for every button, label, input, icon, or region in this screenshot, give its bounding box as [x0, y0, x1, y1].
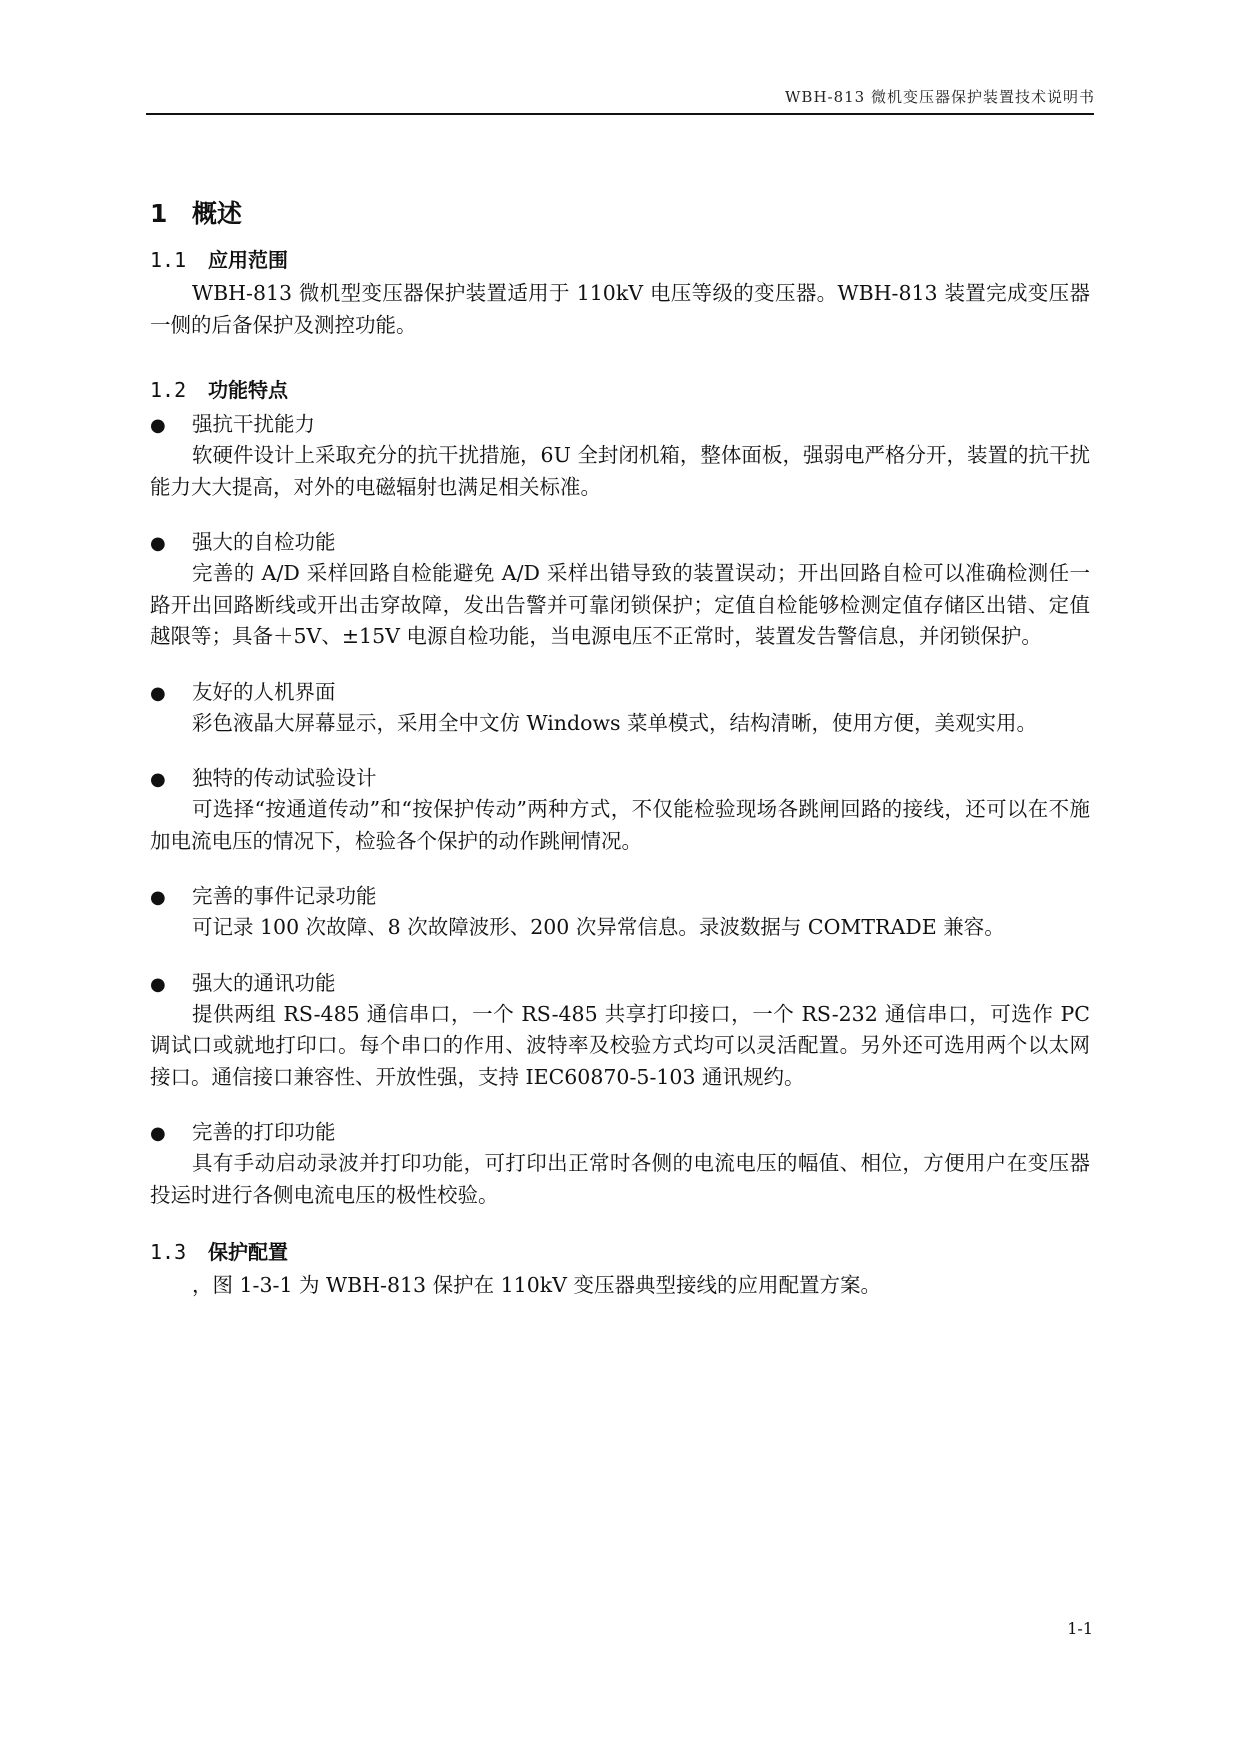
running-header: WBH-813 微机变压器保护装置技术说明书	[785, 88, 1095, 106]
feature-title: 完善的打印功能	[192, 1120, 336, 1144]
feature-title: 独特的传动试验设计	[192, 766, 377, 790]
page-content	[150, 192, 1090, 1302]
section-title: 保护配置	[208, 1240, 288, 1264]
feature-title: 完善的事件记录功能	[192, 884, 377, 908]
bullet-icon: ●	[150, 533, 166, 554]
section-number: 1.3	[150, 1240, 187, 1264]
section-heading-1-2	[150, 372, 1090, 408]
header-rule	[146, 113, 1094, 115]
bullet-icon: ●	[150, 887, 166, 908]
feature-title: 强大的自检功能	[192, 530, 336, 554]
feature-item	[150, 526, 1090, 558]
section-paragraph: ，图 1-3-1 为 WBH-813 保护在 110kV 变压器典型接线的应用配置方案。	[192, 1273, 882, 1297]
bullet-icon: ●	[150, 415, 166, 436]
section-title: 功能特点	[208, 378, 288, 402]
section-heading-1-1	[150, 242, 1090, 278]
feature-description: 提供两组 RS-485 通信串口，一个 RS-485 共享打印接口，一个 RS-232 通信串口，可选作 PC 调试口或就地打印口。每个串口的作用、波特率及校验方式均可以灵活配置。另外还可选用两个以太网接口。通信接口兼容性、开放性强，支持 IEC60870-5-103 通讯规约。	[150, 1001, 1090, 1089]
chapter-number: 1	[150, 199, 168, 228]
chapter-title: 概述	[192, 199, 243, 228]
feature-title: 友好的人机界面	[192, 679, 336, 704]
section-heading-1-3	[150, 1234, 1090, 1270]
chapter-heading	[150, 192, 1090, 236]
feature-title: 强大的通讯功能	[192, 970, 336, 995]
page-number: 1-1	[1067, 1619, 1093, 1638]
feature-item	[150, 1116, 1090, 1148]
bullet-icon: ●	[150, 973, 166, 995]
bullet-icon: ●	[150, 769, 166, 790]
section-number: 1.1	[150, 248, 187, 272]
feature-item	[150, 880, 1090, 912]
section-title: 应用范围	[208, 248, 288, 272]
bullet-icon: ●	[150, 1123, 166, 1144]
feature-description: 具有手动启动录波并打印功能，可打印出正常时各侧的电流电压的幅值、相位，方便用户在变压器投运时进行各侧电流电压的极性校验。	[150, 1151, 1090, 1207]
feature-description: 可选择“按通道传动”和“按保护传动”两种方式，不仅能检验现场各跳闸回路的接线，还可以在不施加电流电压的情况下，检验各个保护的动作跳闸情况。	[150, 797, 1090, 853]
feature-description: 可记录 100 次故障、8 次故障波形、200 次异常信息。录波数据与 COMTRADE 兼容。	[192, 915, 1005, 939]
section-number: 1.2	[150, 378, 187, 402]
feature-item	[150, 676, 1090, 708]
feature-item	[150, 967, 1090, 999]
section-paragraph: WBH-813 微机型变压器保护装置适用于 110kV 电压等级的变压器。WBH-813 装置完成变压器一侧的后备保护及测控功能。	[150, 281, 1090, 337]
feature-description: 彩色液晶大屏幕显示，采用全中文仿 Windows 菜单模式，结构清晰，使用方便，美观实用。	[192, 710, 1038, 735]
bullet-icon: ●	[150, 682, 166, 704]
feature-description: 完善的 A/D 采样回路自检能避免 A/D 采样出错导致的装置误动；开出回路自检可以准确检测任一路开出回路断线或开出击穿故障，发出告警并可靠闭锁保护；定值自检能够检测定值存储区出错、定值越限等；具备＋5V、±15V 电源自检功能，当电源电压不正常时，装置发告警信息，并闭锁保护。	[150, 561, 1090, 648]
feature-title: 强抗干扰能力	[192, 412, 315, 436]
feature-item	[150, 762, 1090, 794]
feature-item	[150, 408, 1090, 440]
feature-description: 软硬件设计上采取充分的抗干扰措施，6U 全封闭机箱，整体面板，强弱电严格分开，装置的抗干扰能力大大提高，对外的电磁辐射也满足相关标准。	[150, 443, 1090, 499]
